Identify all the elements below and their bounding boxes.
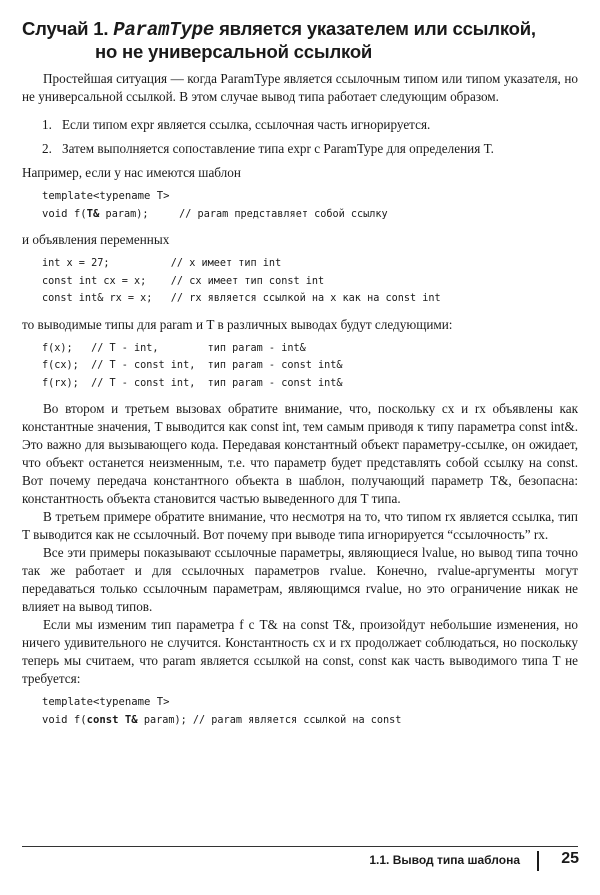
running-footer-section: 1.1. Вывод типа шаблона — [369, 853, 520, 867]
code-line-pre: void f( — [42, 207, 87, 220]
code-line: const int& rx = x; // rx является ссылкой на x как на const int — [42, 293, 441, 304]
code-line: const int cx = x; // cx имеет тип const int — [42, 275, 325, 287]
list-item — [42, 116, 578, 134]
list-item-text: Затем выполняется сопоставление типа expr с ParamType для определения T. — [62, 141, 494, 156]
intro-paragraph: Простейшая ситуация — когда ParamType является ссылочным типом или типом указателя, но не универсальной ссылкой. В этом случае вывод типа работает следующим образом. — [22, 71, 578, 104]
code-line: f(rx); // T - const int, тип param - const int& — [42, 377, 343, 389]
paragraph-const-ref-param: Если мы изменим тип параметра f с T& на const T&, произойдут небольшие изменения, но ничего удивительного не случится. Константность cx и rx продолжает соблюдаться, но поскольку теперь мы считаем, что param является ссылкой на const, const как часть выводимого типа T не требуется: — [22, 617, 578, 686]
code-line: template<typename T> — [42, 696, 170, 708]
list-item-text: Если типом expr является ссылка, ссылочная часть игнорируется. — [62, 117, 431, 132]
code-line-bold: T& — [86, 207, 100, 220]
paragraph-const-deduction: Во втором и третьем вызовах обратите внимание, что, поскольку cx и rx объявлены как константные значения, T выводится как const int, тем самым приводя к типу параметра const int&. Это важно для вызывающего кода. Передавая константный объект параметру-ссылке, он ожидает, что объект останется неизменным, т.е. что параметр будет представлять собой ссылку на const. Вот почему передача константного объекта в шаблон, получающий параметр T&, безопасна: константность объекта становится частью выведенного для T типа. — [22, 401, 578, 506]
code-line-post: param); // param является ссылкой на const — [137, 714, 402, 726]
list-item — [42, 140, 578, 158]
declarations-code-block — [42, 255, 578, 308]
template-code-block — [42, 188, 578, 223]
code-line: template<typename T> — [42, 190, 170, 202]
footer-divider — [22, 846, 578, 847]
code-line: int x = 27; // x имеет тип int — [42, 258, 282, 269]
paragraph-reference-ignored: В третьем примере обратите внимание, что несмотря на то, что типом rx является ссылка, тип T выводится как не ссылочный. Вот почему при выводе типа игнорируется “ссылочность” rx. — [22, 509, 578, 542]
list-item-number: 1. — [42, 117, 52, 132]
steps-list — [22, 116, 578, 158]
page-body — [22, 70, 578, 737]
declarations-lead: и объявления переменных — [22, 232, 170, 247]
list-item-number: 2. — [42, 141, 52, 156]
code-line: f(x); // T - int, тип param - int& — [42, 342, 306, 354]
heading-keyword: ParamType — [113, 19, 215, 41]
code-line-bold: const T& — [86, 713, 138, 726]
code-line: f(cx); // T - const int, тип param - const int& — [42, 360, 343, 371]
heading-prefix: Случай 1. — [22, 18, 109, 39]
template2-code-block — [42, 694, 578, 729]
calls-code-block — [42, 340, 578, 393]
heading-line2: но не универсальной ссылкой — [95, 41, 373, 62]
heading-line1-rest: является указателем или ссылкой, — [219, 18, 536, 39]
section-heading — [22, 18, 536, 63]
page-number: 25 — [561, 850, 579, 867]
code-line-pre: void f( — [42, 713, 87, 726]
example-lead: Например, если у нас имеются шаблон — [22, 165, 241, 180]
code-line-post: param); // param представляет собой ссылку — [99, 208, 388, 220]
footer-separator-bar — [537, 851, 539, 871]
calls-lead: то выводимые типы для param и T в различных выводах будут следующими: — [22, 316, 453, 332]
paragraph-rvalue: Все эти примеры показывают ссылочные параметры, являющиеся lvalue, но вывод типа точно так же работает и для ссылочных параметров rvalue. Конечно, rvalue-аргументы могут передаваться только ссылочным параметрам, являющимся rvalue, но это ограничение никак не влияет на вывод типов. — [22, 545, 578, 614]
